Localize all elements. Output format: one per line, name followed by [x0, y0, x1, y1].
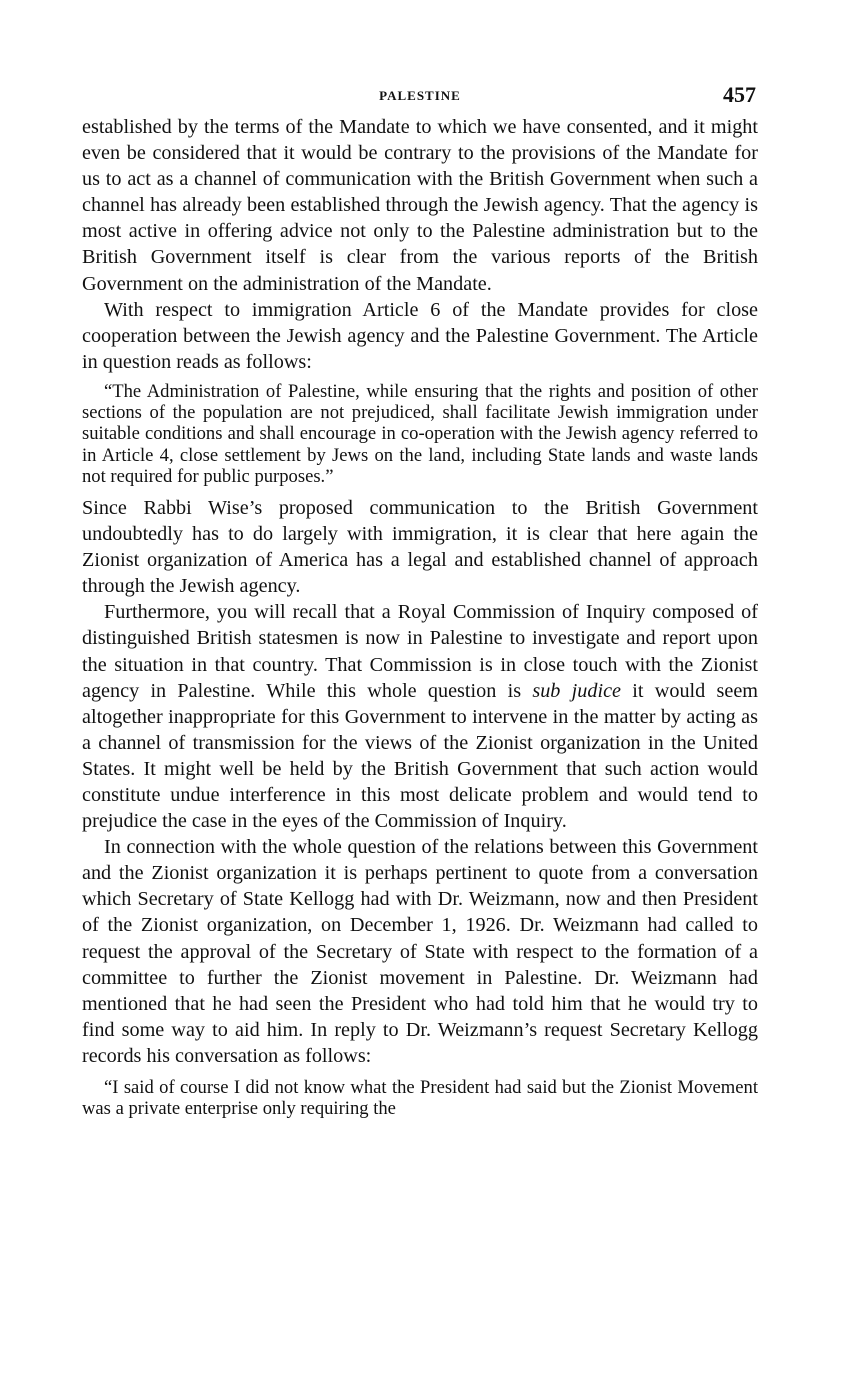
running-header [82, 80, 758, 114]
paragraph-immigration-article: With respect to immigration Article 6 of the Mandate provides for close cooperation between the Jewish agency and the Palestine Government. The Article in question reads as follows: [82, 298, 758, 373]
paragraph-royal-commission-part1: Furthermore, you will recall that a Royal Commission of Inquiry composed of distinguished British statesmen is now in Palestine to investigate and report upon the situation in that country. That Commission is in close touch with the Zionist agency in Palestine. While this whole question is [82, 601, 758, 702]
block-quote-mandate-article: “The Administration of Palestine, while ensuring that the rights and position of other sections of the population are not prejudiced, shall facilitate Jewish immigration under suitable conditions and shall encourage in co-operation with the Jewish agency referred to in Article 4, close settlement by Jews on the land, including State lands and waste lands not required for public purposes.” [82, 380, 758, 487]
italic-phrase: sub judice [532, 679, 621, 702]
paragraph-continuation: established by the terms of the Mandate to which we have consented, and it might even be considered that it would be contrary to the provisions of the Mandate for us to act as a channel of communication with the British Government when such a channel has already been established through the Jewish agency. That the agency is most active in offering advice not only to the Palestine administration but to the British Government itself is clear from the various reports of the British Government on the administration of the Mandate. [82, 116, 758, 295]
paragraph-royal-commission-part2: it would seem altogether inappropriate for this Government to intervene in the matter by acting as a channel of transmission for the views of the Zionist organization in the United States. It might well be held by the British Government that such action would constitute undue interference in this most delicate problem and would tend to prejudice the case in the eyes of the Commission of Inquiry. [82, 679, 758, 833]
paragraph-rabbi-wise: Since Rabbi Wise’s proposed communication to the British Government undoubtedly has to do largely with immigration, it is clear that here again the Zionist organization of America has a legal and established channel of approach through the Jewish agency. [82, 496, 758, 598]
block-quote-kellogg: “I said of course I did not know what the President had said but the Zionist Movement was a private enterprise only requiring the [82, 1077, 758, 1120]
running-title: PALESTINE [379, 88, 461, 103]
paragraph-kellogg-conversation: In connection with the whole question of the relations between this Government and the Zionist organization it is perhaps pertinent to quote from a conversation which Secretary of State Kellogg had with Dr. Weizmann, now and then President of the Zionist organization, on December 1, 1926. Dr. Weizmann had called to request the approval of the Secretary of State with respect to the formation of a committee to further the Zionist movement in Palestine. Dr. Weizmann had mentioned that he had seen the President who had told him that he would try to find some way to aid him. In reply to Dr. Weizmann’s request Secretary Kellogg records his conversation as follows: [82, 836, 758, 1067]
paragraph-royal-commission [82, 599, 758, 834]
document-page [82, 80, 758, 1127]
page-number: 457 [723, 82, 756, 107]
